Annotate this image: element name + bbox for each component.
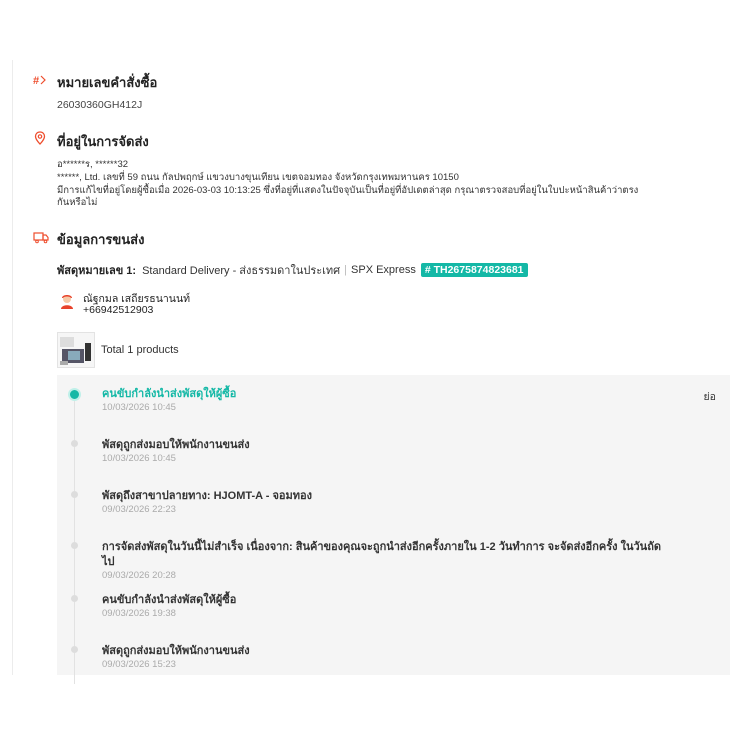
address-recipient: อ******ร, ******32: [57, 159, 129, 170]
address-title: ที่อยู่ในการจัดส่ง: [57, 134, 149, 149]
timeline-line: [74, 394, 75, 684]
timeline-event-time: 09/03/2026 20:28: [102, 570, 176, 581]
timeline-event-time: 09/03/2026 15:23: [102, 659, 176, 670]
driver-avatar: [59, 293, 75, 309]
order-number-icon: [33, 73, 47, 87]
timeline-event-text: พัสดุถูกส่งมอบให้พนักงานขนส่ง: [102, 439, 250, 451]
address-line: ******, Ltd. เลขที่ 59 ถนน กัลปพฤกษ์ แขวงบางขุนเทียน เขตจอมทอง จังหวัดกรุงเทพมหานคร 10150: [57, 172, 459, 183]
product-image-icon: [58, 333, 94, 367]
address-note-cont: กันหรือไม่: [57, 197, 98, 208]
timeline-event-time: 09/03/2026 22:23: [102, 504, 176, 515]
tracking-timeline: [57, 375, 730, 675]
driver-name: ณัฐกมล เสถียรธนานนท์: [83, 293, 191, 305]
order-number-value: 26030360GH412J: [57, 99, 143, 111]
timeline-dot: [71, 440, 78, 447]
parcel-label: พัสดุหมายเลข 1:: [57, 265, 137, 277]
carrier-name: SPX Express: [351, 264, 416, 276]
collapse-button[interactable]: ย่อ: [703, 391, 716, 403]
timeline-event-text: คนขับกำลังนำส่งพัสดุให้ผู้ซื้อ: [102, 594, 237, 606]
parcel-info: [57, 261, 528, 279]
product-thumbnail[interactable]: [57, 332, 95, 368]
order-number-title: หมายเลขคำสั่งซื้อ: [57, 75, 158, 90]
shipping-service: Standard Delivery - ส่งธรรมดาในประเทศ: [142, 265, 341, 277]
svg-text:#: #: [33, 75, 40, 87]
divider: [12, 60, 13, 675]
location-pin-icon: [33, 131, 47, 145]
timeline-dot: [71, 491, 78, 498]
timeline-dot: [71, 595, 78, 602]
timeline-event: [102, 644, 662, 670]
timeline-event: [102, 438, 662, 464]
timeline-dot: [71, 646, 78, 653]
timeline-event: [102, 540, 662, 581]
timeline-event-time: 10/03/2026 10:45: [102, 402, 176, 413]
address-note: มีการแก้ไขที่อยู่โดยผู้ซื้อเมื่อ 2026-03-03 10:13:25 ซึ่งที่อยู่ที่แสดงในปัจจุบันเป็นที่อยู่ที่อัปเดตล่าสุด กรุณาตรวจสอบที่อยู่ในใบปะหน้าสินค้าว่าตรง: [57, 185, 639, 196]
timeline-dot: [71, 542, 78, 549]
timeline-event-text: การจัดส่งพัสดุในวันนี้ไม่สำเร็จ เนื่องจาก: สินค้าของคุณจะถูกนำส่งอีกครั้งภายใน 1-2 วันทำการ จะจัดส่งอีกครั้ง ในวันถัดไป: [102, 541, 662, 568]
shipping-title: ข้อมูลการขนส่ง: [57, 232, 145, 247]
tracking-number-badge[interactable]: # TH2675874823681: [421, 263, 528, 277]
driver-phone: +66942512903: [83, 304, 154, 316]
timeline-event-text: พัสดุถูกส่งมอบให้พนักงานขนส่ง: [102, 645, 250, 657]
timeline-event: [102, 489, 662, 515]
timeline-event-time: 10/03/2026 10:45: [102, 453, 176, 464]
separator: |: [344, 264, 348, 276]
timeline-event: [102, 593, 662, 619]
truck-icon: [33, 230, 49, 244]
timeline-event-text: คนขับกำลังนำส่งพัสดุให้ผู้ซื้อ: [102, 388, 237, 400]
timeline-dot-active: [68, 388, 81, 401]
timeline-event: [102, 387, 662, 413]
timeline-event-time: 09/03/2026 19:38: [102, 608, 176, 619]
timeline-event-text: พัสดุถึงสาขาปลายทาง: HJOMT-A - จอมทอง: [102, 490, 312, 502]
total-products: Total 1 products: [101, 344, 179, 356]
